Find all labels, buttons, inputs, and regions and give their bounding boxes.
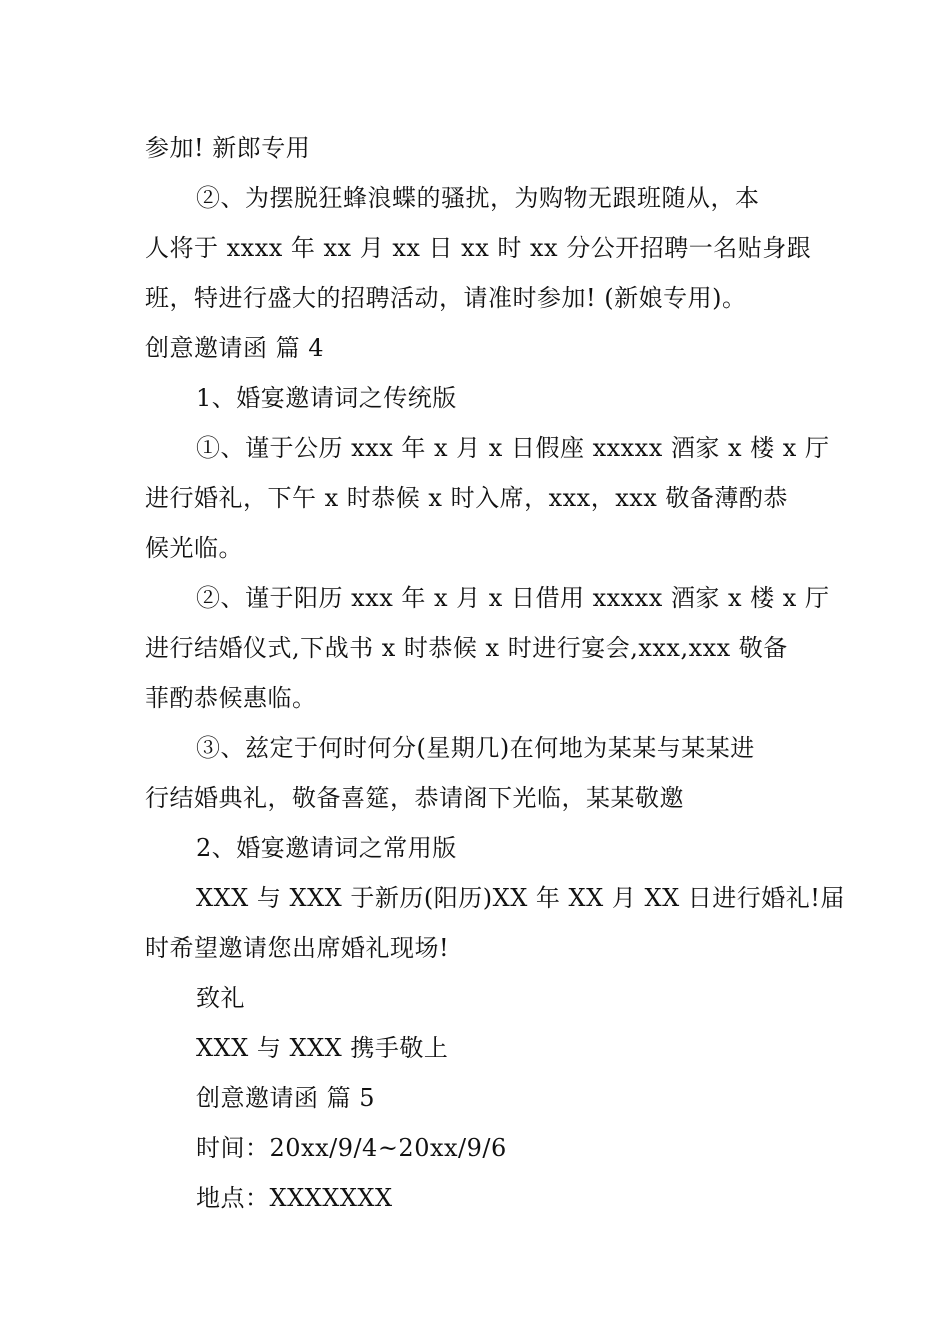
text-line: 进行结婚仪式,下战书 x 时恭候 x 时进行宴会,xxx,xxx 敬备 xyxy=(145,634,788,662)
paragraph-start-line: ③、兹定于何时何分(星期几)在何地为某某与某某进 xyxy=(196,734,755,762)
text-line: 行结婚典礼，敬备喜筵，恭请阁下光临，某某敬邀 xyxy=(145,784,684,812)
text-line: 时希望邀请您出席婚礼现场! xyxy=(145,934,450,962)
text-line: 候光临。 xyxy=(145,534,243,562)
paragraph-start-line: XXX 与 XXX 于新历(阳历)XX 年 XX 月 XX 日进行婚礼!届 xyxy=(196,884,845,912)
time-line: 时间：20xx/9/4~20xx/9/6 xyxy=(196,1134,507,1162)
paragraph-start-line: ①、谨于公历 xxx 年 x 月 x 日假座 xxxxx 酒家 x 楼 x 厅 xyxy=(196,434,830,462)
location-line: 地点：XXXXXXX xyxy=(196,1184,393,1212)
text-line: 进行婚礼，下午 x 时恭候 x 时入席，xxx，xxx 敬备薄酌恭 xyxy=(145,484,788,512)
text-line: 班，特进行盛大的招聘活动，请准时参加! (新娘专用)。 xyxy=(145,284,747,312)
text-line: 菲酌恭候惠临。 xyxy=(145,684,317,712)
subheading: 2、婚宴邀请词之常用版 xyxy=(196,834,457,862)
section-heading: 创意邀请函 篇 5 xyxy=(196,1084,376,1112)
subheading: 1、婚宴邀请词之传统版 xyxy=(196,384,457,412)
text-line: 参加! 新郎专用 xyxy=(145,134,311,162)
closing-salutation: 致礼 xyxy=(196,984,245,1012)
section-heading: 创意邀请函 篇 4 xyxy=(145,334,325,362)
paragraph-start-line: ②、谨于阳历 xxx 年 x 月 x 日借用 xxxxx 酒家 x 楼 x 厅 xyxy=(196,584,830,612)
text-line: 人将于 xxxx 年 xx 月 xx 日 xx 时 xx 分公开招聘一名贴身跟 xyxy=(145,234,812,262)
signature-line: XXX 与 XXX 携手敬上 xyxy=(196,1034,449,1062)
document-body xyxy=(145,123,845,1223)
paragraph-start-line: ②、为摆脱狂蜂浪蝶的骚扰，为购物无跟班随从，本 xyxy=(196,184,760,212)
